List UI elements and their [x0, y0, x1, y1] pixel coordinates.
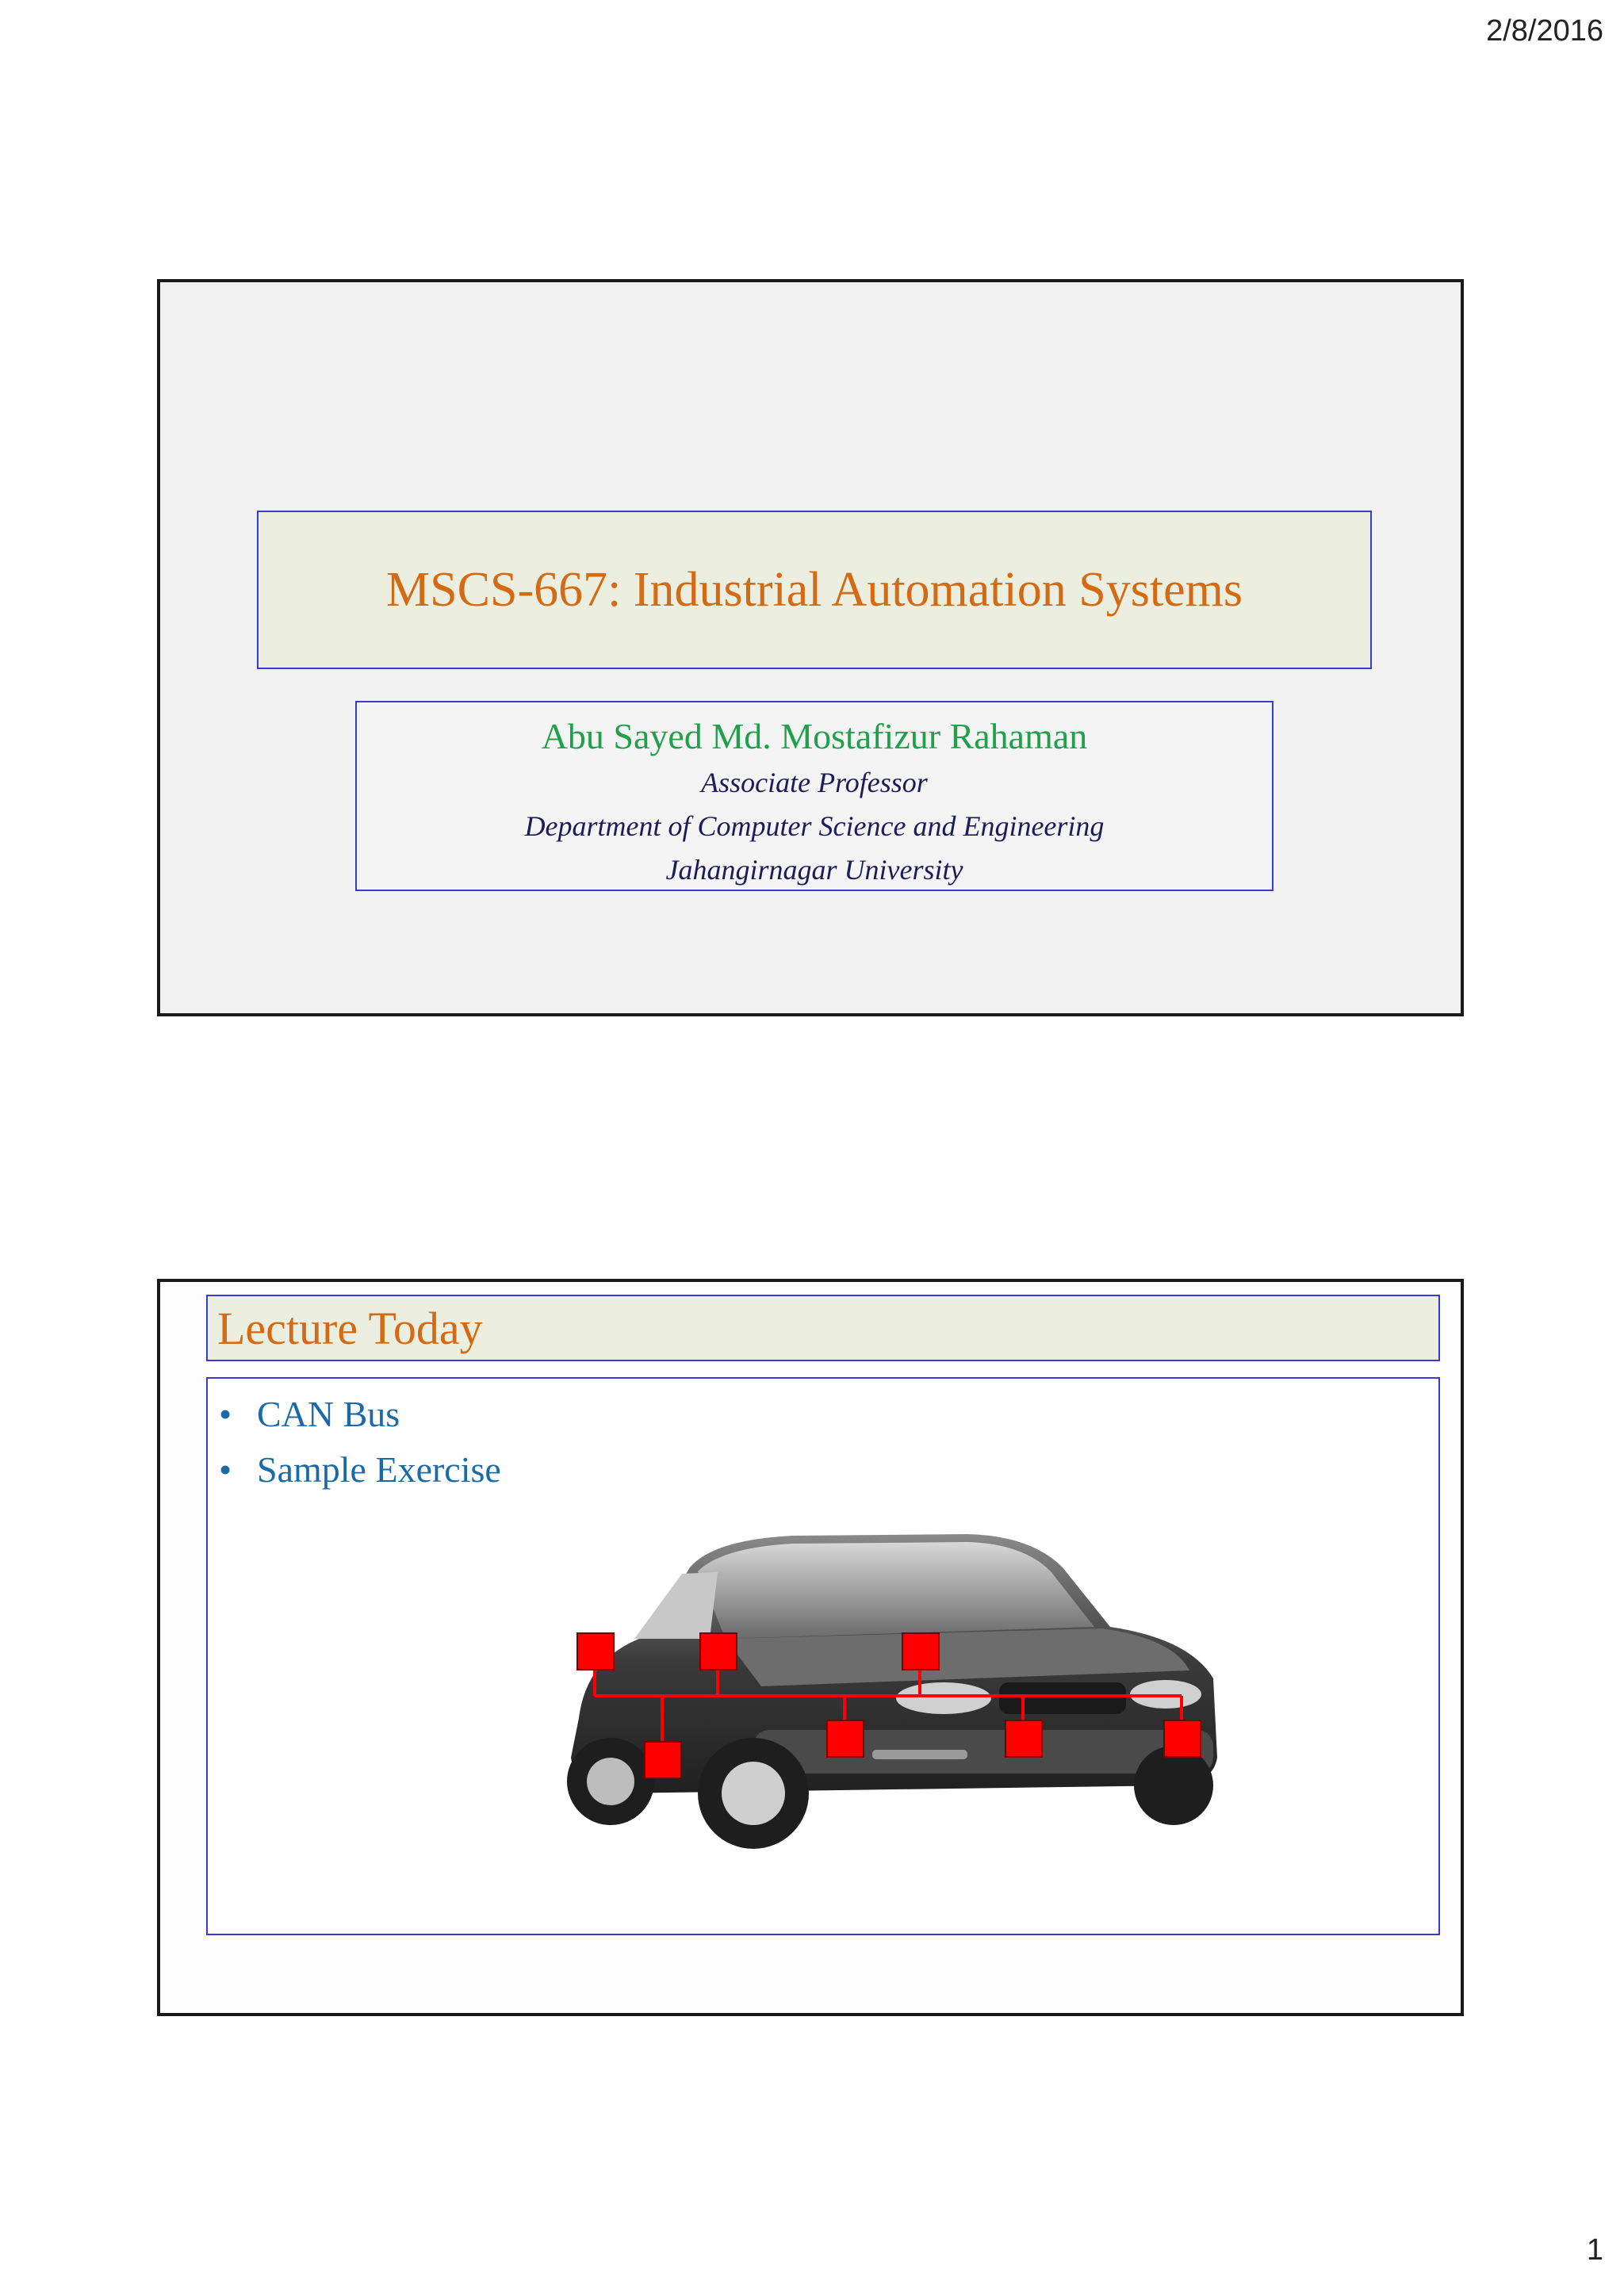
page-number: 1 [1586, 2233, 1603, 2267]
page-date: 2/8/2016 [1486, 14, 1603, 48]
author-box [355, 701, 1274, 891]
author-university: Jahangirnagar University [665, 854, 963, 886]
bullet-icon: • [219, 1449, 232, 1490]
bullet-text: Sample Exercise [257, 1449, 501, 1490]
slide-content-box [206, 1377, 1440, 1935]
author-name: Abu Sayed Md. Mostafizur Rahaman [541, 716, 1088, 756]
bullet-list [208, 1379, 1438, 1498]
author-department: Department of Computer Science and Engineering [524, 810, 1105, 842]
car-can-bus-icon [555, 1520, 1253, 1885]
slide-lecture-today [157, 1279, 1464, 2016]
bullet-item [219, 1442, 1438, 1498]
author-position: Associate Professor [701, 767, 928, 798]
bullet-text: CAN Bus [257, 1394, 400, 1434]
course-title-box [257, 511, 1372, 669]
course-title: MSCS-667: Industrial Automation Systems [386, 562, 1243, 617]
bullet-icon: • [219, 1394, 232, 1434]
bullet-item [219, 1387, 1438, 1442]
slide-heading-box [206, 1295, 1440, 1361]
slide-heading: Lecture Today [217, 1302, 483, 1354]
slide-title [157, 279, 1464, 1016]
